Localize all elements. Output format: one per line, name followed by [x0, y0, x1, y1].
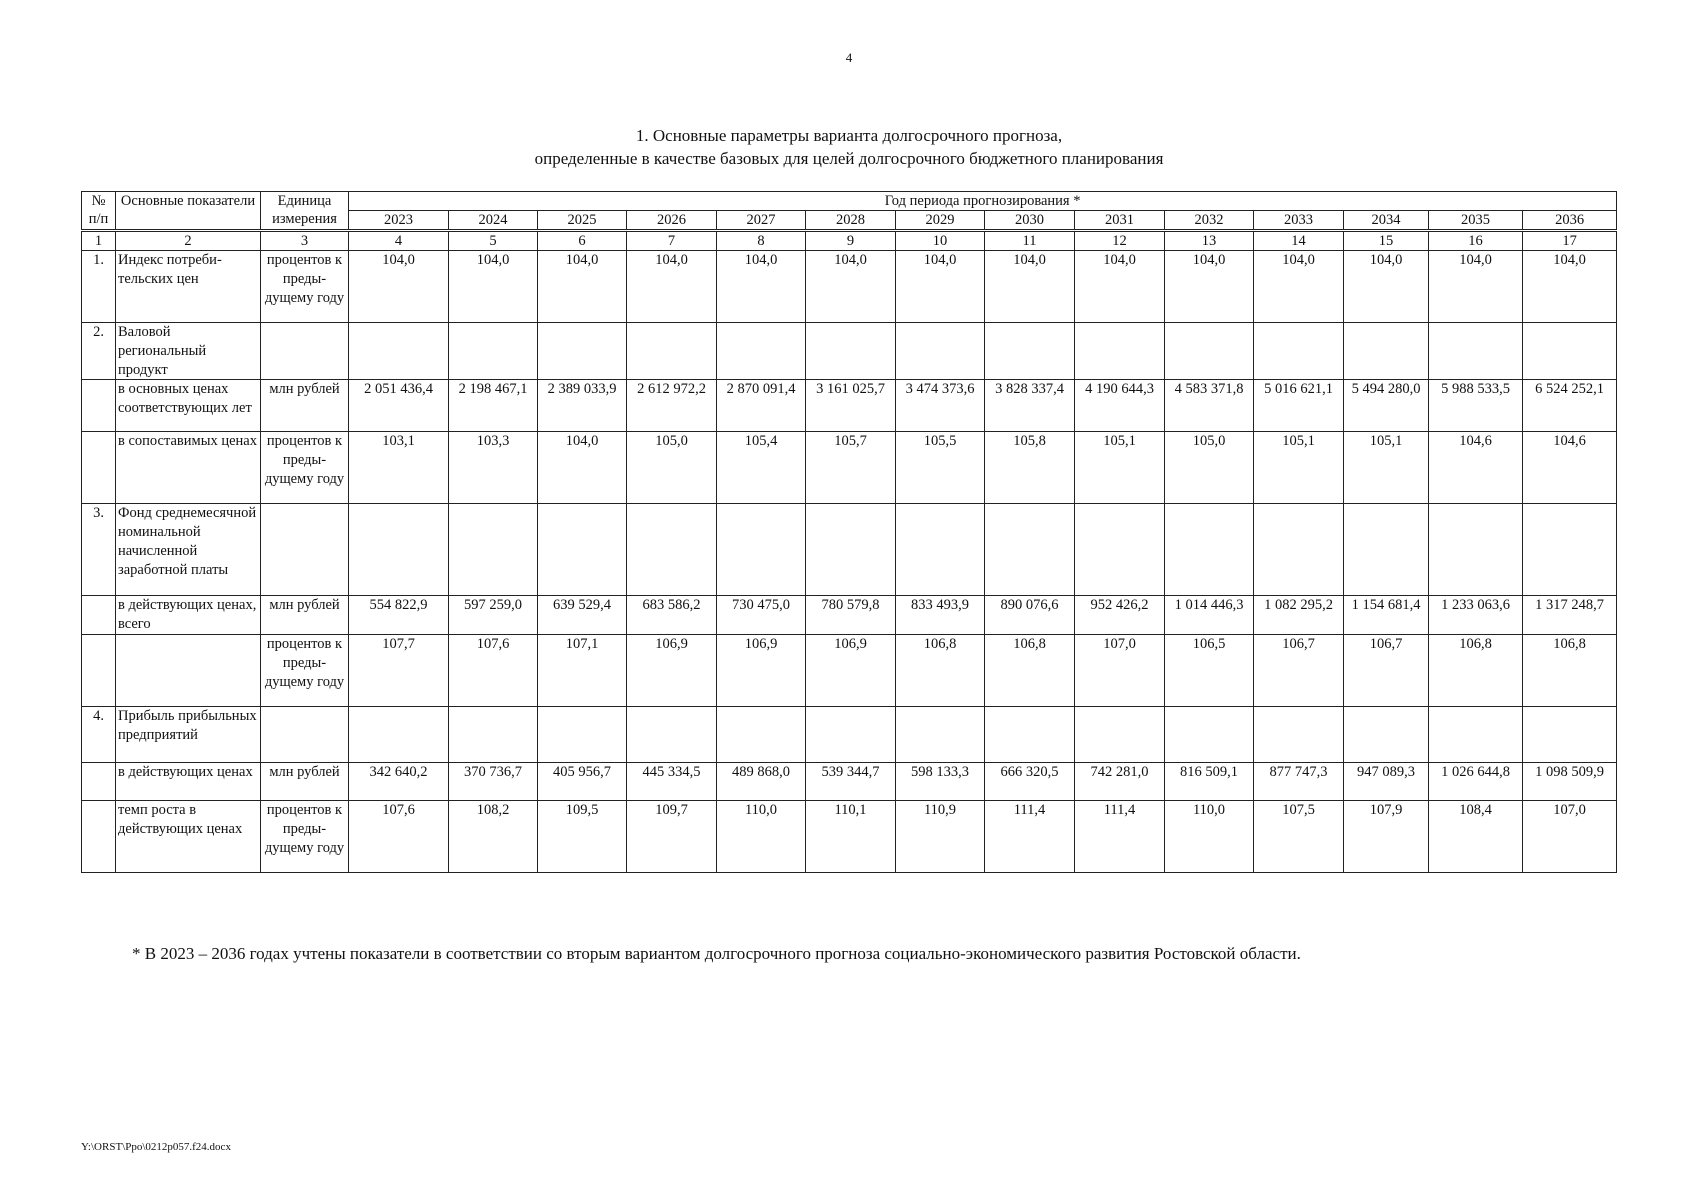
value-cell: 105,0	[1165, 432, 1254, 504]
value-cell: 1 082 295,2	[1254, 596, 1344, 635]
row-unit: процентов к преды-дущему году	[261, 251, 349, 323]
header-year: 2030	[985, 211, 1075, 231]
value-cell: 1 098 509,9	[1523, 762, 1617, 800]
value-cell	[1523, 504, 1617, 596]
value-cell	[896, 504, 985, 596]
header-row-1	[82, 192, 1617, 211]
row-unit: млн рублей	[261, 762, 349, 800]
value-cell: 489 868,0	[717, 762, 806, 800]
value-cell: 107,6	[449, 634, 538, 706]
value-cell: 107,9	[1344, 800, 1429, 872]
value-cell	[1165, 504, 1254, 596]
header-year: 2026	[627, 211, 717, 231]
value-cell	[349, 323, 449, 380]
value-cell: 1 233 063,6	[1429, 596, 1523, 635]
column-number: 8	[717, 231, 806, 251]
value-cell: 105,1	[1254, 432, 1344, 504]
forecast-table	[81, 191, 1617, 873]
header-unit: Единица измерения	[261, 192, 349, 231]
value-cell: 104,0	[717, 251, 806, 323]
table-row	[82, 706, 1617, 762]
row-number: 4.	[82, 706, 116, 762]
value-cell: 106,7	[1344, 634, 1429, 706]
value-cell	[806, 323, 896, 380]
value-cell: 103,1	[349, 432, 449, 504]
value-cell	[1165, 323, 1254, 380]
column-number: 4	[349, 231, 449, 251]
value-cell	[1344, 504, 1429, 596]
row-unit: млн рублей	[261, 596, 349, 635]
value-cell	[806, 706, 896, 762]
header-year: 2031	[1075, 211, 1165, 231]
value-cell: 4 583 371,8	[1165, 380, 1254, 432]
value-cell	[349, 504, 449, 596]
value-cell: 2 870 091,4	[717, 380, 806, 432]
row-label: Индекс потреби-тельских цен	[116, 251, 261, 323]
value-cell	[1254, 323, 1344, 380]
value-cell: 4 190 644,3	[1075, 380, 1165, 432]
footnote: * В 2023 – 2036 годах учтены показатели в соответствии со вторым вариантом долгосрочного прогноза социально-экономического развития Ростовской области.	[132, 944, 1301, 963]
row-number	[82, 800, 116, 872]
row-label: в сопоставимых ценах	[116, 432, 261, 504]
header-num: № п/п	[82, 192, 116, 231]
column-number: 3	[261, 231, 349, 251]
row-number: 3.	[82, 504, 116, 596]
value-cell	[1523, 323, 1617, 380]
row-number	[82, 432, 116, 504]
column-number: 5	[449, 231, 538, 251]
value-cell: 109,7	[627, 800, 717, 872]
value-cell: 106,7	[1254, 634, 1344, 706]
row-unit: млн рублей	[261, 380, 349, 432]
row-unit: процентов к преды-дущему году	[261, 432, 349, 504]
value-cell	[538, 504, 627, 596]
header-period: Год периода прогнозирования *	[349, 192, 1617, 211]
value-cell	[717, 706, 806, 762]
value-cell: 110,0	[1165, 800, 1254, 872]
row-number: 2.	[82, 323, 116, 380]
value-cell: 2 051 436,4	[349, 380, 449, 432]
value-cell: 109,5	[538, 800, 627, 872]
value-cell: 104,0	[627, 251, 717, 323]
value-cell	[1254, 504, 1344, 596]
header-year: 2032	[1165, 211, 1254, 231]
value-cell: 2 198 467,1	[449, 380, 538, 432]
row-label: Прибыль прибыльных предприятий	[116, 706, 261, 762]
header-year: 2033	[1254, 211, 1344, 231]
value-cell: 3 828 337,4	[985, 380, 1075, 432]
value-cell: 105,7	[806, 432, 896, 504]
value-cell: 1 317 248,7	[1523, 596, 1617, 635]
value-cell: 104,6	[1429, 432, 1523, 504]
value-cell: 104,0	[806, 251, 896, 323]
row-unit	[261, 504, 349, 596]
table-row	[82, 380, 1617, 432]
header-year: 2035	[1429, 211, 1523, 231]
table-row	[82, 251, 1617, 323]
value-cell: 683 586,2	[627, 596, 717, 635]
value-cell: 598 133,3	[896, 762, 985, 800]
value-cell: 6 524 252,1	[1523, 380, 1617, 432]
value-cell: 105,1	[1075, 432, 1165, 504]
value-cell	[1429, 504, 1523, 596]
value-cell	[1254, 706, 1344, 762]
value-cell: 952 426,2	[1075, 596, 1165, 635]
value-cell	[1523, 706, 1617, 762]
column-number: 2	[116, 231, 261, 251]
table-row	[82, 432, 1617, 504]
value-cell	[717, 323, 806, 380]
value-cell: 105,1	[1344, 432, 1429, 504]
value-cell: 3 474 373,6	[896, 380, 985, 432]
table-row	[82, 762, 1617, 800]
value-cell	[627, 504, 717, 596]
header-year: 2028	[806, 211, 896, 231]
value-cell: 342 640,2	[349, 762, 449, 800]
value-cell: 2 612 972,2	[627, 380, 717, 432]
header-year: 2034	[1344, 211, 1429, 231]
value-cell	[538, 706, 627, 762]
table-body	[82, 231, 1617, 873]
value-cell	[349, 706, 449, 762]
value-cell: 104,0	[896, 251, 985, 323]
value-cell: 445 334,5	[627, 762, 717, 800]
value-cell: 1 014 446,3	[1165, 596, 1254, 635]
value-cell: 106,8	[1429, 634, 1523, 706]
value-cell: 5 988 533,5	[1429, 380, 1523, 432]
value-cell: 110,0	[717, 800, 806, 872]
value-cell	[806, 504, 896, 596]
value-cell: 2 389 033,9	[538, 380, 627, 432]
header-year: 2023	[349, 211, 449, 231]
value-cell: 666 320,5	[985, 762, 1075, 800]
value-cell: 105,4	[717, 432, 806, 504]
value-cell: 877 747,3	[1254, 762, 1344, 800]
value-cell: 104,0	[538, 251, 627, 323]
value-cell: 833 493,9	[896, 596, 985, 635]
value-cell: 106,8	[896, 634, 985, 706]
row-label: в действующих ценах	[116, 762, 261, 800]
value-cell: 107,5	[1254, 800, 1344, 872]
column-number: 13	[1165, 231, 1254, 251]
value-cell	[449, 323, 538, 380]
column-number: 15	[1344, 231, 1429, 251]
column-number: 11	[985, 231, 1075, 251]
value-cell: 5 016 621,1	[1254, 380, 1344, 432]
value-cell: 108,4	[1429, 800, 1523, 872]
value-cell: 5 494 280,0	[1344, 380, 1429, 432]
value-cell: 106,8	[985, 634, 1075, 706]
value-cell	[1344, 323, 1429, 380]
value-cell: 742 281,0	[1075, 762, 1165, 800]
header-year: 2025	[538, 211, 627, 231]
row-number	[82, 596, 116, 635]
column-number: 10	[896, 231, 985, 251]
value-cell	[985, 504, 1075, 596]
value-cell: 106,8	[1523, 634, 1617, 706]
value-cell: 108,2	[449, 800, 538, 872]
value-cell: 597 259,0	[449, 596, 538, 635]
value-cell: 106,5	[1165, 634, 1254, 706]
row-label: Валовой региональный продукт	[116, 323, 261, 380]
value-cell: 111,4	[1075, 800, 1165, 872]
value-cell: 105,5	[896, 432, 985, 504]
value-cell	[1429, 323, 1523, 380]
value-cell: 370 736,7	[449, 762, 538, 800]
value-cell	[538, 323, 627, 380]
table-row	[82, 800, 1617, 872]
value-cell	[896, 323, 985, 380]
value-cell: 947 089,3	[1344, 762, 1429, 800]
value-cell	[1429, 706, 1523, 762]
value-cell	[985, 323, 1075, 380]
page-number: 4	[845, 50, 853, 65]
row-number: 1.	[82, 251, 116, 323]
row-label: Фонд среднемесячной номинальной начисленной заработной платы	[116, 504, 261, 596]
value-cell: 639 529,4	[538, 596, 627, 635]
value-cell: 110,9	[896, 800, 985, 872]
value-cell: 104,0	[1429, 251, 1523, 323]
table-row	[82, 323, 1617, 380]
value-cell: 104,0	[1344, 251, 1429, 323]
value-cell: 106,9	[627, 634, 717, 706]
value-cell: 111,4	[985, 800, 1075, 872]
value-cell	[717, 504, 806, 596]
header-year: 2027	[717, 211, 806, 231]
column-number: 14	[1254, 231, 1344, 251]
file-path: Y:\ORST\Ppo\0212p057.f24.docx	[81, 1141, 231, 1153]
header-indicators: Основные показатели	[116, 192, 261, 231]
value-cell: 104,0	[1075, 251, 1165, 323]
value-cell: 104,0	[1254, 251, 1344, 323]
row-unit	[261, 706, 349, 762]
value-cell: 110,1	[806, 800, 896, 872]
value-cell	[1165, 706, 1254, 762]
value-cell: 890 076,6	[985, 596, 1075, 635]
row-unit	[261, 323, 349, 380]
value-cell	[627, 706, 717, 762]
header-year: 2036	[1523, 211, 1617, 231]
value-cell: 104,0	[985, 251, 1075, 323]
title-line-2: определенные в качестве базовых для целей долгосрочного бюджетного планирования	[534, 149, 1164, 168]
value-cell: 105,0	[627, 432, 717, 504]
row-label: в действующих ценах, всего	[116, 596, 261, 635]
value-cell	[985, 706, 1075, 762]
row-number	[82, 762, 116, 800]
value-cell: 105,8	[985, 432, 1075, 504]
value-cell: 3 161 025,7	[806, 380, 896, 432]
row-label	[116, 634, 261, 706]
value-cell: 405 956,7	[538, 762, 627, 800]
value-cell: 107,1	[538, 634, 627, 706]
table-row	[82, 634, 1617, 706]
value-cell	[1075, 504, 1165, 596]
value-cell	[627, 323, 717, 380]
value-cell: 104,6	[1523, 432, 1617, 504]
column-number: 16	[1429, 231, 1523, 251]
value-cell: 816 509,1	[1165, 762, 1254, 800]
column-number: 17	[1523, 231, 1617, 251]
value-cell: 554 822,9	[349, 596, 449, 635]
row-number	[82, 634, 116, 706]
title-line-1: 1. Основные параметры варианта долгосрочного прогноза,	[635, 126, 1063, 145]
column-number: 9	[806, 231, 896, 251]
column-number-row	[82, 231, 1617, 251]
value-cell: 780 579,8	[806, 596, 896, 635]
column-number: 7	[627, 231, 717, 251]
value-cell	[896, 706, 985, 762]
value-cell: 104,0	[349, 251, 449, 323]
value-cell: 539 344,7	[806, 762, 896, 800]
value-cell: 106,9	[717, 634, 806, 706]
document-title	[0, 124, 1698, 170]
value-cell	[449, 504, 538, 596]
value-cell: 730 475,0	[717, 596, 806, 635]
value-cell	[1344, 706, 1429, 762]
value-cell: 107,7	[349, 634, 449, 706]
column-number: 12	[1075, 231, 1165, 251]
value-cell: 104,0	[538, 432, 627, 504]
header-year: 2024	[449, 211, 538, 231]
value-cell: 1 026 644,8	[1429, 762, 1523, 800]
value-cell	[449, 706, 538, 762]
value-cell	[1075, 706, 1165, 762]
value-cell: 104,0	[1523, 251, 1617, 323]
value-cell: 104,0	[449, 251, 538, 323]
row-unit: процентов к преды-дущему году	[261, 800, 349, 872]
table-row	[82, 504, 1617, 596]
value-cell: 1 154 681,4	[1344, 596, 1429, 635]
value-cell: 107,0	[1075, 634, 1165, 706]
row-label: в основных ценах соответствующих лет	[116, 380, 261, 432]
column-number: 1	[82, 231, 116, 251]
column-number: 6	[538, 231, 627, 251]
row-unit: процентов к преды-дущему году	[261, 634, 349, 706]
header-year: 2029	[896, 211, 985, 231]
value-cell: 103,3	[449, 432, 538, 504]
value-cell: 107,0	[1523, 800, 1617, 872]
row-label: темп роста в действующих ценах	[116, 800, 261, 872]
value-cell	[1075, 323, 1165, 380]
table-row	[82, 596, 1617, 635]
value-cell: 106,9	[806, 634, 896, 706]
value-cell: 104,0	[1165, 251, 1254, 323]
value-cell: 107,6	[349, 800, 449, 872]
row-number	[82, 380, 116, 432]
